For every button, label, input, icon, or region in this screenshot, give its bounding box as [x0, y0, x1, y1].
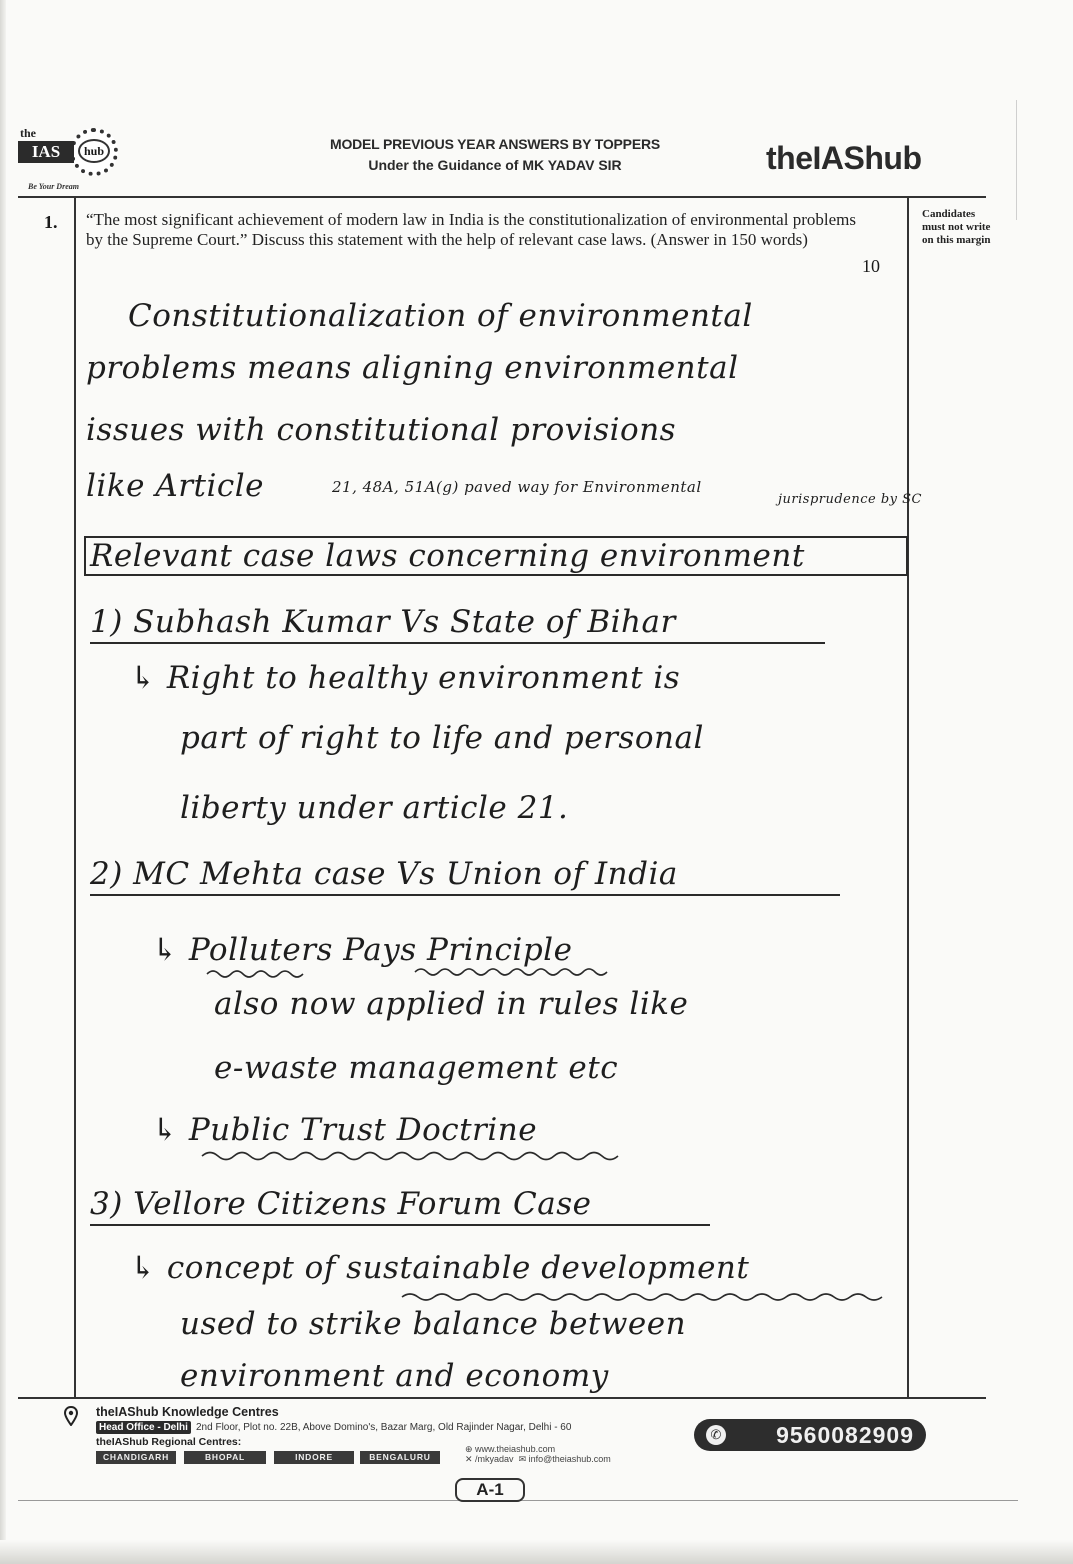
phone-icon: ✆	[706, 1425, 726, 1445]
case-title: 2) MC Mehta case Vs Union of India	[90, 856, 840, 896]
case-point: ↳ Right to healthy environment is	[130, 660, 681, 696]
case-point: used to strike balance between	[180, 1306, 687, 1342]
city-badge: BHOPAL	[184, 1451, 266, 1464]
frame-bottom-rule	[18, 1397, 986, 1399]
city-badge: BENGALURU	[360, 1451, 440, 1464]
head-office-badge: Head Office - Delhi	[96, 1421, 191, 1434]
regional-centres-label: theIAShub Regional Centres:	[96, 1436, 242, 1448]
social-handle[interactable]: /mkyadav	[475, 1454, 514, 1464]
answer-intro-note: jurisprudence by SC	[778, 492, 923, 507]
social-icon: ✕	[465, 1454, 476, 1464]
case-title: 1) Subhash Kumar Vs State of Bihar	[90, 604, 825, 644]
phone-number-badge[interactable]: 9560082909	[694, 1419, 926, 1451]
margin-note: Candidates must not write on this margin	[922, 208, 991, 246]
scan-edge-left	[0, 0, 6, 1564]
frame-top-rule	[18, 196, 986, 198]
header-title: MODEL PREVIOUS YEAR ANSWERS BY TOPPERS	[329, 136, 661, 152]
answer-intro-line: like Article	[86, 468, 265, 504]
case-point: e-waste management etc	[214, 1050, 619, 1086]
question-number: 1.	[44, 212, 58, 232]
website-link[interactable]: www.theiashub.com	[475, 1444, 556, 1454]
email-link[interactable]: info@theiashub.com	[528, 1454, 611, 1464]
wavy-underline-sustainable-development	[400, 1290, 900, 1304]
case-point: ↳ Polluters Pays Principle	[152, 932, 573, 968]
iashub-logo	[18, 126, 130, 196]
case-point: ↳ concept of sustainable development	[130, 1250, 750, 1286]
wavy-underline-polluters-pays	[205, 966, 665, 982]
answer-intro-note: 21, 48A, 51A(g) paved way for Environmental	[332, 478, 702, 496]
case-point: liberty under article 21.	[180, 790, 569, 826]
scan-artifact-line	[1016, 100, 1017, 220]
question-marks: 10	[862, 256, 880, 276]
footer-contacts	[465, 1444, 611, 1464]
page-label: A-1	[455, 1478, 525, 1502]
answer-intro-line: problems means aligning environmental	[86, 350, 739, 386]
logo-tagline: Be Your Dream	[28, 182, 79, 191]
case-point: environment and economy	[180, 1358, 609, 1394]
globe-icon: ⊕	[465, 1444, 476, 1454]
frame-left-rule	[74, 197, 76, 1398]
case-point: part of right to life and personal	[180, 720, 704, 756]
case-point: also now applied in rules like	[214, 986, 689, 1022]
case-point: ↳ Public Trust Doctrine	[152, 1112, 538, 1148]
answer-intro-line: Constitutionalization of environmental	[128, 298, 753, 334]
footer-title: theIAShub Knowledge Centres	[96, 1405, 279, 1419]
answer-intro-line: issues with constitutional provisions	[86, 412, 677, 448]
wavy-underline-public-trust	[200, 1148, 660, 1164]
brand-wordmark: theIAShub	[766, 140, 922, 176]
city-badge: INDORE	[274, 1451, 354, 1464]
logo-text-the: the	[20, 126, 36, 140]
header-subtitle: Under the Guidance of MK YADAV SIR	[368, 157, 622, 173]
section-heading: Relevant case laws concerning environment	[84, 536, 908, 576]
case-title: 3) Vellore Citizens Forum Case	[90, 1186, 710, 1226]
head-office-address: 2nd Floor, Plot no. 22B, Above Domino's, Bazar Marg, Old Rajinder Nagar, Delhi - 60	[196, 1422, 572, 1433]
question-text: “The most significant achievement of modern law in India is the constitutionalization of environmental problems by the Supreme Court.” Discuss this statement with the help of relevant case laws. (Answer in 150 words)	[86, 210, 856, 249]
logo-text-hub: hub	[78, 139, 110, 163]
scan-edge-bottom	[0, 1540, 1073, 1564]
logo-text-ias: IAS	[18, 141, 74, 163]
location-pin-icon	[64, 1406, 78, 1426]
city-badge: CHANDIGARH	[96, 1451, 176, 1464]
mail-icon: ✉	[518, 1454, 529, 1464]
frame-right-rule	[907, 197, 909, 1398]
